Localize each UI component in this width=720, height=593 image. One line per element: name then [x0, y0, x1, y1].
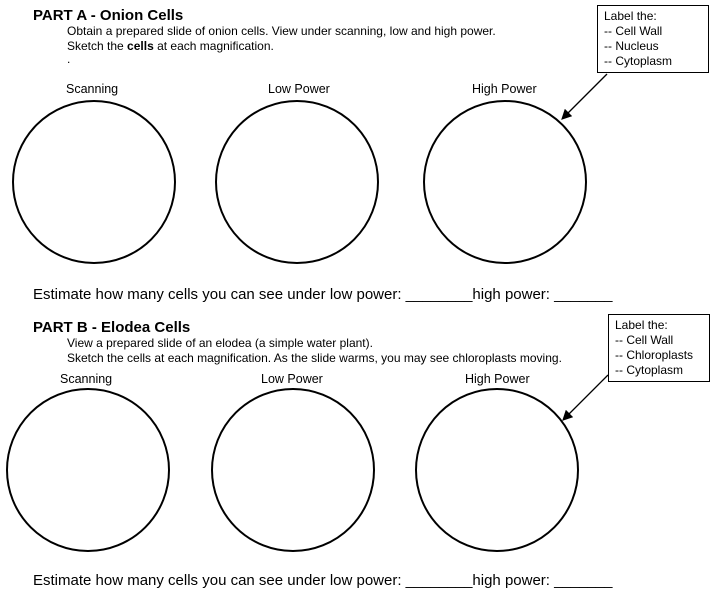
part-b-label-scanning: Scanning	[60, 372, 113, 386]
part-a-instruction-1: Obtain a prepared slide of onion cells. View under scanning, low and high power.	[67, 24, 496, 38]
part-b-instruction-2: Sketch the cells at each magnification. As the slide warms, you may see chloroplasts moving.	[67, 351, 562, 365]
part-a-instruction-2-pre: Sketch the	[67, 39, 128, 53]
part-b-label-high-power: High Power	[465, 372, 530, 386]
part-a-label-item-cytoplasm: -- Cytoplasm	[604, 54, 673, 68]
part-b-label-item-chloroplasts: -- Chloroplasts	[615, 348, 694, 362]
part-b-label-heading: Label the:	[615, 318, 668, 332]
part-a-title: PART A - Onion Cells	[33, 7, 184, 24]
part-a-label-high-power: High Power	[472, 82, 537, 96]
part-b-label-low-power: Low Power	[261, 372, 323, 386]
part-b-label-item-cytoplasm: -- Cytoplasm	[615, 363, 684, 377]
part-a-stray-mark: .	[67, 52, 71, 66]
part-a-instruction-2-bold: cells	[127, 39, 154, 53]
part-a-arrow	[563, 74, 607, 118]
part-a-label-scanning: Scanning	[66, 82, 119, 96]
part-a-label-heading: Label the:	[604, 9, 657, 23]
part-a-estimate: Estimate how many cells you can see under low power: ________high power: _______	[33, 286, 613, 303]
part-a-label-low-power: Low Power	[268, 82, 330, 96]
part-a-label-item-cell-wall: -- Cell Wall	[604, 24, 663, 38]
part-b-arrow	[564, 375, 608, 419]
part-a-instruction-2-post: at each magnification.	[153, 39, 274, 53]
part-b-label-item-cell-wall: -- Cell Wall	[615, 333, 674, 347]
part-b-instruction-1: View a prepared slide of an elodea (a simple water plant).	[67, 336, 373, 350]
part-a-label-item-nucleus: -- Nucleus	[604, 39, 659, 53]
part-b-title: PART B - Elodea Cells	[33, 319, 191, 336]
part-b-estimate: Estimate how many cells you can see under low power: ________high power: _______	[33, 572, 613, 589]
